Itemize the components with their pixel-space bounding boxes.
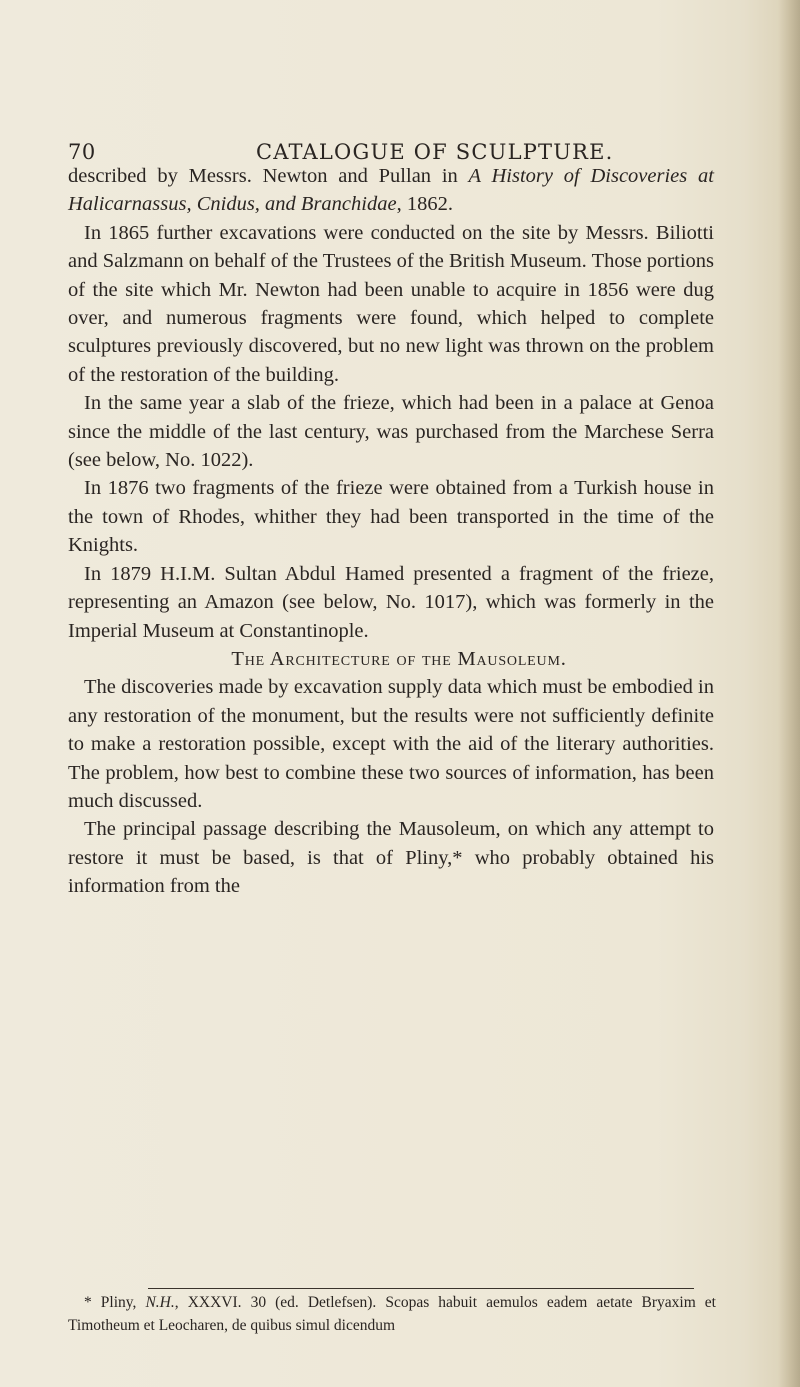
paragraph-continuation (68, 162, 714, 219)
paragraph-text: described by Messrs. Newton and Pullan in (68, 165, 469, 187)
paragraph-sultan-gift: In 1879 H.I.M. Sultan Abdul Hamed presented a fragment of the frieze, representing an Amazon (see below, No. 1017), which was formerly in the Imperial Museum at Constantinople. (68, 562, 714, 642)
paragraph-rhodes-fragments: In 1876 two fragments of the frieze were obtained from a Turkish house in the town of Rhodes, whither they had been transported in the time of the Knights. (68, 477, 714, 557)
footnote (68, 1291, 716, 1337)
section-heading: The Architecture of the Mausoleum. (231, 647, 567, 670)
footnote-text: , XXXVI. 30 (ed. Detlefsen). Scopas habuit aemulos eadem aetate Bryaxim et Timotheum et Leocharen, de quibus simul dicendum (68, 1294, 716, 1334)
body-text (68, 162, 714, 901)
running-title: CATALOGUE OF SCULPTURE. (256, 140, 614, 164)
footnote-reference: N.H. (145, 1294, 175, 1311)
paragraph-principal-passage: The principal passage describing the Mausoleum, on which any attempt to restore it must be based, is that of Pliny,* who probably obtained his information from the (68, 818, 714, 898)
footnote-rule (148, 1288, 694, 1289)
book-title: A History of Discoveries at Halicarnassus, Cnidus, and Branchidae (68, 165, 714, 216)
page-number: 70 (68, 140, 96, 164)
paragraph-1865-excavations: In 1865 further excavations were conducted on the site by Messrs. Biliotti and Salzmann on behalf of the Trustees of the British Museum. Those portions of the site which Mr. Newton had been unable to acquire in 1856 were dug over, and numerous fragments were found, which helped to complete sculptures previously discovered, but no new light was thrown on the problem of the restoration of the building. (68, 221, 714, 386)
footnote-text: * Pliny, (84, 1294, 146, 1311)
page-edge-shadow (778, 0, 800, 1387)
paragraph-genoa-slab: In the same year a slab of the frieze, which had been in a palace at Genoa since the middle of the last century, was purchased from the Marchese Serra (see below, No. 1022). (68, 392, 714, 472)
paragraph-text: , 1862. (396, 193, 453, 216)
paragraph-discoveries: The discoveries made by excavation supply data which must be embodied in any restoration of the monument, but the results were not sufficiently definite to make a restoration possible, except with the aid of the literary authorities. The problem, how best to combine these two sources of information, has been much discussed. (68, 676, 714, 812)
